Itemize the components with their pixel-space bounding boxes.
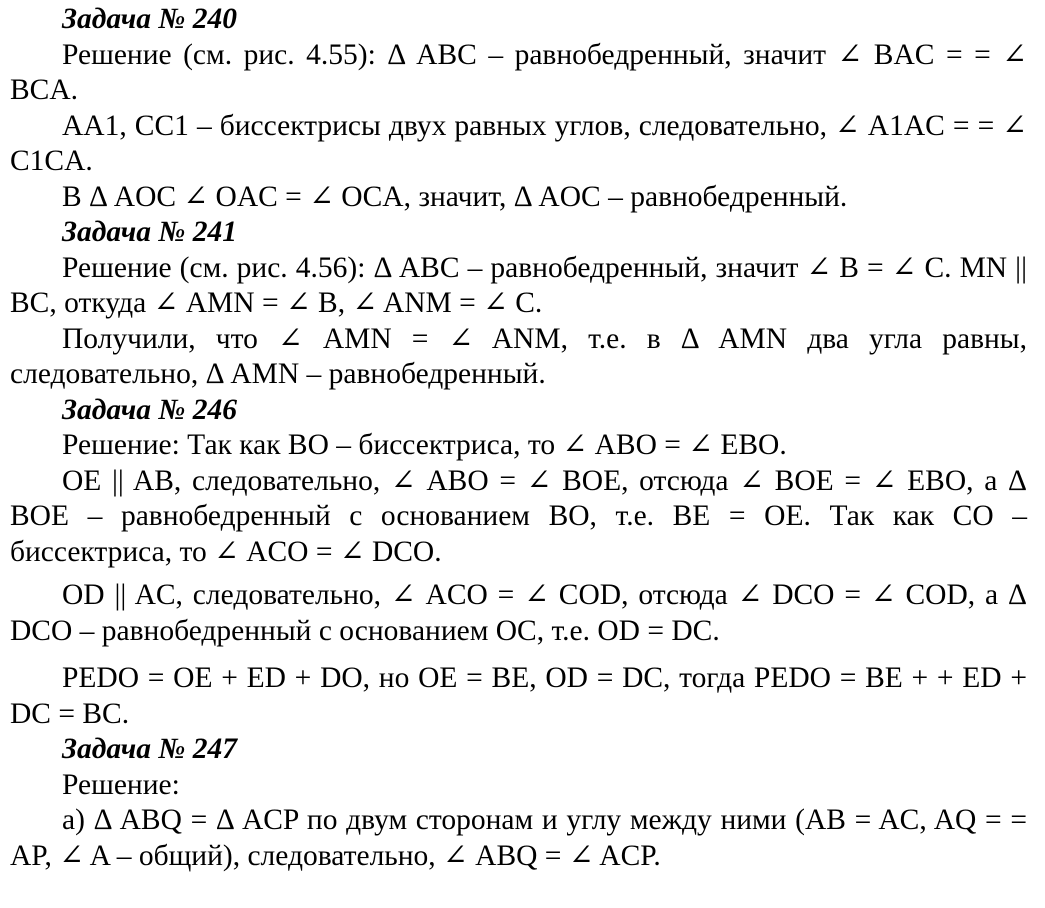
task-247-heading: Задача № 247	[62, 733, 237, 765]
task-241-line-1: Решение (см. рис. 4.56): Δ ABC – равнобедренный, значит ∠ B = ∠ C. MN || BC, откуда ∠ AMN = ∠ B, ∠ ANM = ∠ C.	[10, 251, 1027, 319]
task-241-line-2: Получили, что ∠ AMN = ∠ ANM, т.е. в Δ AMN два угла равны, следовательно, Δ AMN – равнобедренный.	[10, 322, 1027, 390]
task-247-line-2: а) Δ ABQ = Δ ACP по двум сторонам и углу между ними (AB = AC, AQ = = AP, ∠ A – общий), следовательно, ∠ ABQ = ∠ ACP.	[10, 804, 1027, 872]
task-246-line-1: Решение: Так как BO – биссектриса, то ∠ ABO = ∠ EBO.	[62, 429, 787, 461]
task-247-line-1: Решение:	[62, 768, 180, 801]
task-246-heading: Задача № 246	[62, 393, 237, 426]
task-241-heading: Задача № 241	[62, 216, 237, 248]
task-246-line-3: OD || AC, следовательно, ∠ ACO = ∠ COD, отсюда ∠ DCO = ∠ COD, а Δ DCO – равнобедренный с основанием OC, т.е. OD = DC.	[10, 579, 1027, 647]
task-246-line-4: PEDO = OE + ED + DO, но OE = BE, OD = DC, тогда PEDO = BE + + ED + DC = BC.	[10, 662, 1027, 730]
task-246-line-2: OE || AB, следовательно, ∠ ABO = ∠ BOE, отсюда ∠ BOE = ∠ EBO, а Δ BOE – равнобедренный с основанием BO, т.е. BE = OE. Так как CO – биссектриса, то ∠ ACO = ∠ DCO.	[10, 464, 1027, 568]
task-240-line-1: Решение (см. рис. 4.55): Δ ABC – равнобедренный, значит ∠ BAC = = ∠ BCA.	[10, 38, 1027, 106]
task-240-line-3: В Δ AOC ∠ OAC = ∠ OCA, значит, Δ AOC – равнобедренный.	[62, 180, 848, 213]
task-240-heading: Задача № 240	[62, 3, 237, 35]
task-240-line-2: AA1, CC1 – биссектрисы двух равных углов, следовательно, ∠ A1AC = = ∠ C1CA.	[10, 109, 1027, 177]
